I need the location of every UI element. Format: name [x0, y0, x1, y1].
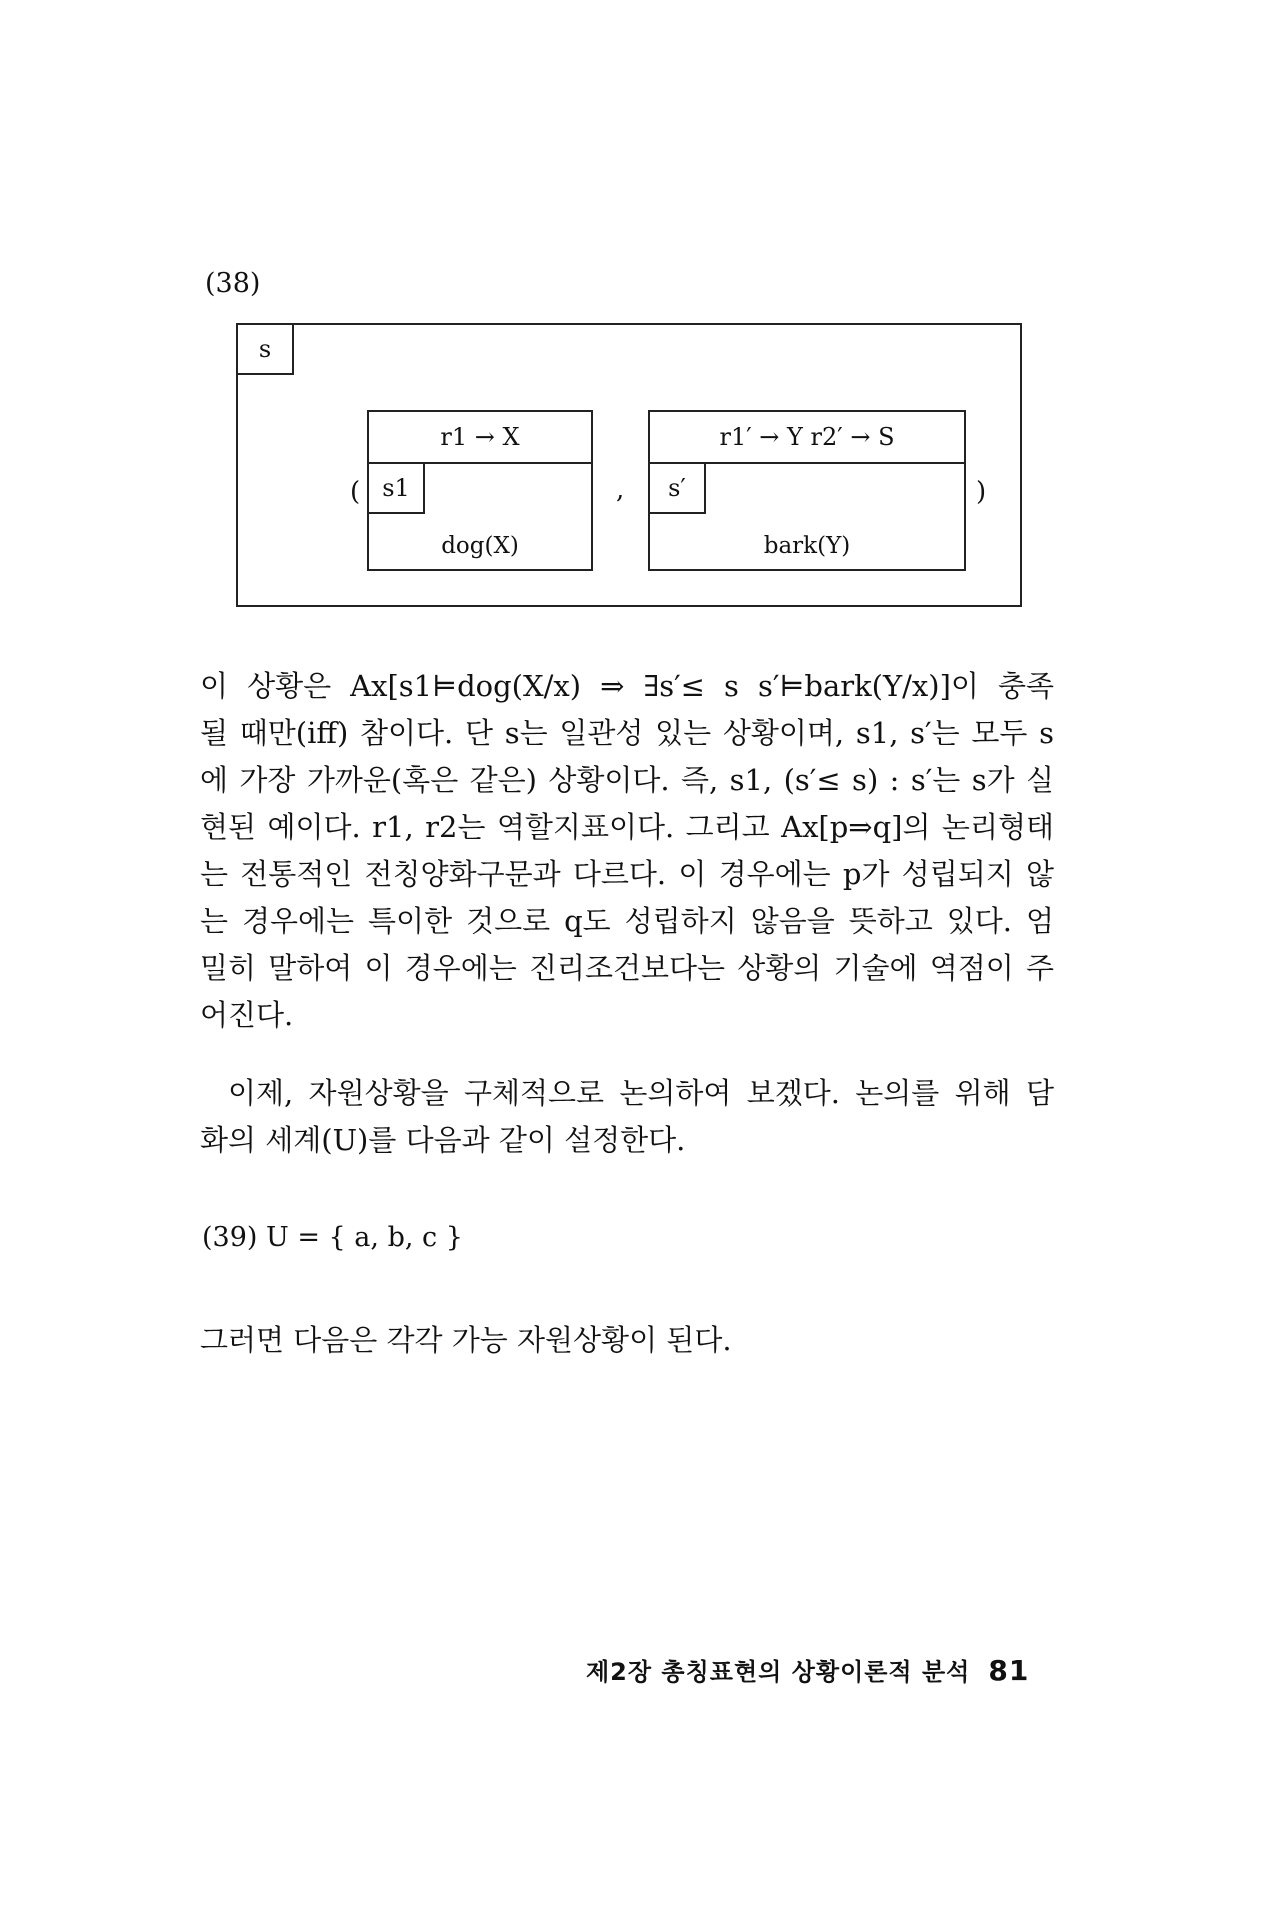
example-39-formula: (39) U = { a, b, c }	[202, 1222, 463, 1253]
example-38-label: (38)	[205, 268, 261, 299]
paragraph-universe	[200, 1070, 1054, 1164]
drs-box-dog	[367, 410, 593, 571]
chapter-title: 제2장 총칭표현의 상황이론적 분석	[586, 1658, 971, 1686]
paragraph-line: 이 상황은 Ax[s1⊨dog(X/x) ⇒ ∃s′≤ s s′⊨bark(Y/x)]이 충족	[200, 669, 1054, 703]
left-paren: (	[350, 477, 361, 507]
paragraph-line: 이제, 자원상황을 구체적으로 논의하여 보겠다. 논의를 위해 담	[228, 1076, 1054, 1110]
right-paren: )	[976, 477, 987, 507]
paragraph-line: 현된 예이다. r1, r2는 역할지표이다. 그리고 Ax[p⇒q]의 논리형태	[200, 810, 1054, 844]
paragraph-line: 될 때만(iff) 참이다. 단 s는 일관성 있는 상황이며, s1, s′는 모두 s	[200, 716, 1054, 750]
comma-separator: ,	[616, 475, 625, 505]
drs-box-bark	[648, 410, 966, 571]
paragraph-line: 는 전통적인 전칭양화구문과 다르다. 이 경우에는 p가 성립되지 않	[200, 857, 1054, 891]
situation-diagram	[236, 323, 1022, 607]
drs-bark-situation: s′	[648, 462, 706, 514]
paragraph-explanation	[200, 663, 1054, 1039]
running-footer	[586, 1652, 1029, 1687]
paragraph-line: 어진다.	[200, 998, 294, 1032]
drs-dog-situation: s1	[367, 462, 425, 514]
drs-dog-condition: dog(X)	[441, 533, 519, 559]
paragraph-line: 화의 세계(U)를 다음과 같이 설정한다.	[200, 1123, 686, 1157]
paragraph-line: 는 경우에는 특이한 것으로 q도 성립하지 않음을 뜻하고 있다. 엄	[200, 904, 1054, 938]
outer-situation-label: s	[236, 323, 294, 375]
closing-sentence: 그러면 다음은 각각 가능 자원상황이 된다.	[200, 1323, 732, 1357]
paragraph-line: 에 가장 가까운(혹은 같은) 상황이다. 즉, s1, (s′≤ s) : s′는 s가 실	[200, 763, 1054, 797]
paragraph-line: 밀히 말하여 이 경우에는 진리조건보다는 상황의 기술에 역점이 주	[200, 951, 1054, 985]
drs-bark-head: r1′ → Y r2′ → S	[650, 412, 964, 464]
drs-bark-condition: bark(Y)	[763, 533, 851, 559]
page-number: 81	[988, 1654, 1030, 1687]
drs-dog-head: r1 → X	[369, 412, 591, 464]
